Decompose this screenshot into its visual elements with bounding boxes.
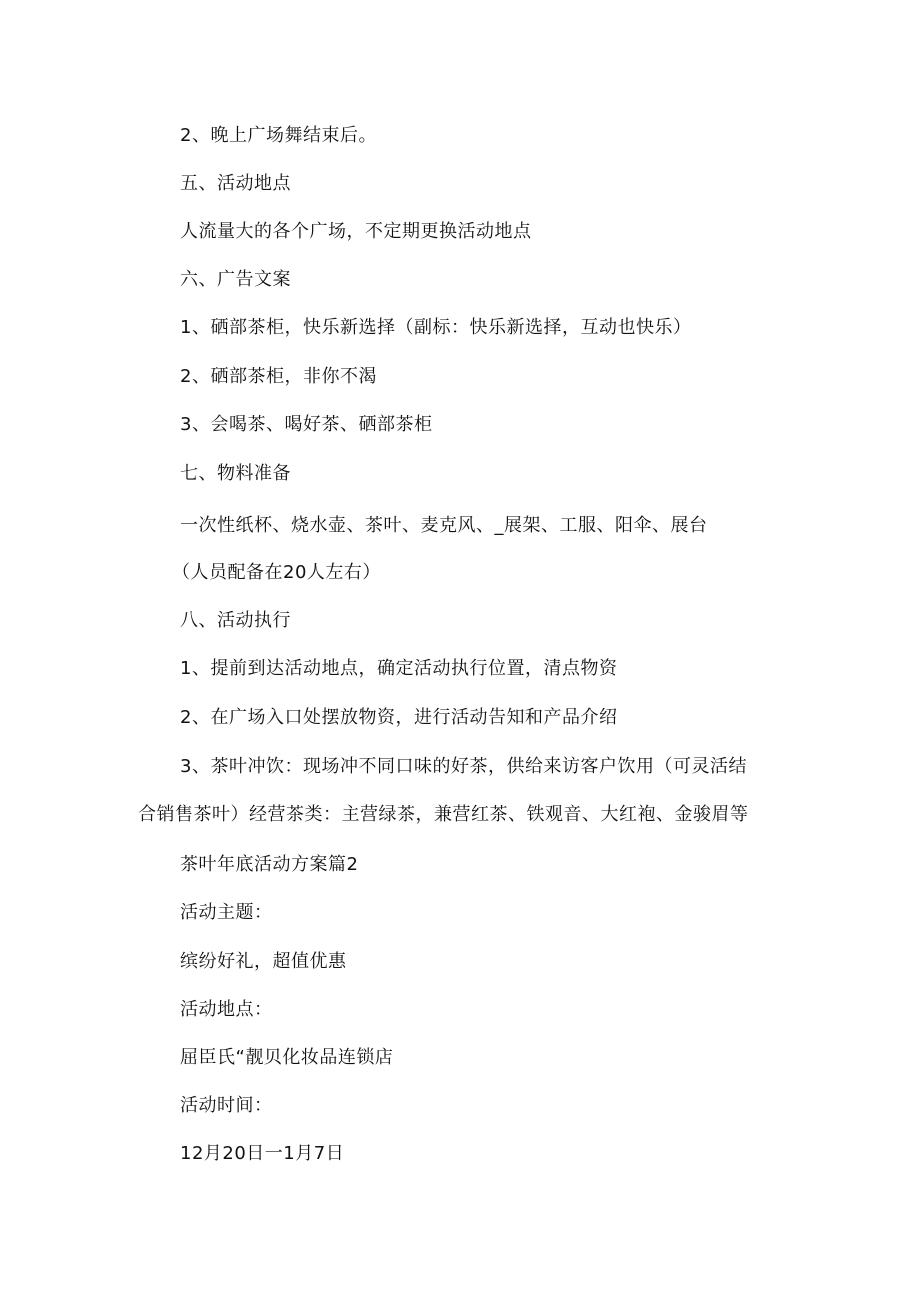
paragraph-line: 合销售茶叶）经营茶类：主营绿茶，兼营红茶、铁观音、大红袍、金骏眉等 [138, 804, 749, 825]
paragraph-line: 活动时间： [180, 1095, 273, 1116]
paragraph-line: 1、硒部茶柜，快乐新选择（副标：快乐新选择，互动也快乐） [180, 317, 692, 338]
paragraph-line: 3、茶叶冲饮：现场冲不同口味的好茶，供给来访客户饮用（可灵活结 [180, 756, 747, 777]
paragraph-line: 活动地点： [180, 999, 273, 1020]
paragraph-line: 3、会喝茶、喝好茶、硒部茶柜 [180, 414, 433, 435]
paragraph-line: 2、在广场入口处摆放物资，进行活动告知和产品介绍 [180, 707, 618, 728]
paragraph-line: 缤纷好礼，超值优惠 [180, 951, 347, 972]
paragraph-line: 2、晚上广场舞结束后。 [180, 125, 377, 146]
paragraph-line: 一次性纸杯、烧水壶、茶叶、麦克风、_展架、工服、阳伞、展台 [180, 515, 708, 536]
paragraph-line: 人流量大的各个广场，不定期更换活动地点 [180, 221, 532, 242]
section-heading-location: 五、活动地点 [180, 173, 291, 194]
paragraph-line: 1、提前到达活动地点，确定活动执行位置，清点物资 [180, 658, 618, 679]
section-heading-materials: 七、物料准备 [180, 463, 291, 484]
section-heading-execution: 八、活动执行 [180, 610, 291, 631]
paragraph-line: 2、硒部茶柜，非你不渴 [180, 366, 377, 387]
paragraph-line: （人员配备在20人左右） [172, 562, 381, 583]
section-heading-ad-copy: 六、广告文案 [180, 269, 291, 290]
paragraph-line: 12月20日一1月7日 [180, 1143, 345, 1164]
article-title: 茶叶年底活动方案篇2 [180, 854, 359, 875]
paragraph-line: 屈臣氏“靓贝化妆品连锁店 [180, 1047, 394, 1068]
paragraph-line: 活动主题： [180, 902, 273, 923]
